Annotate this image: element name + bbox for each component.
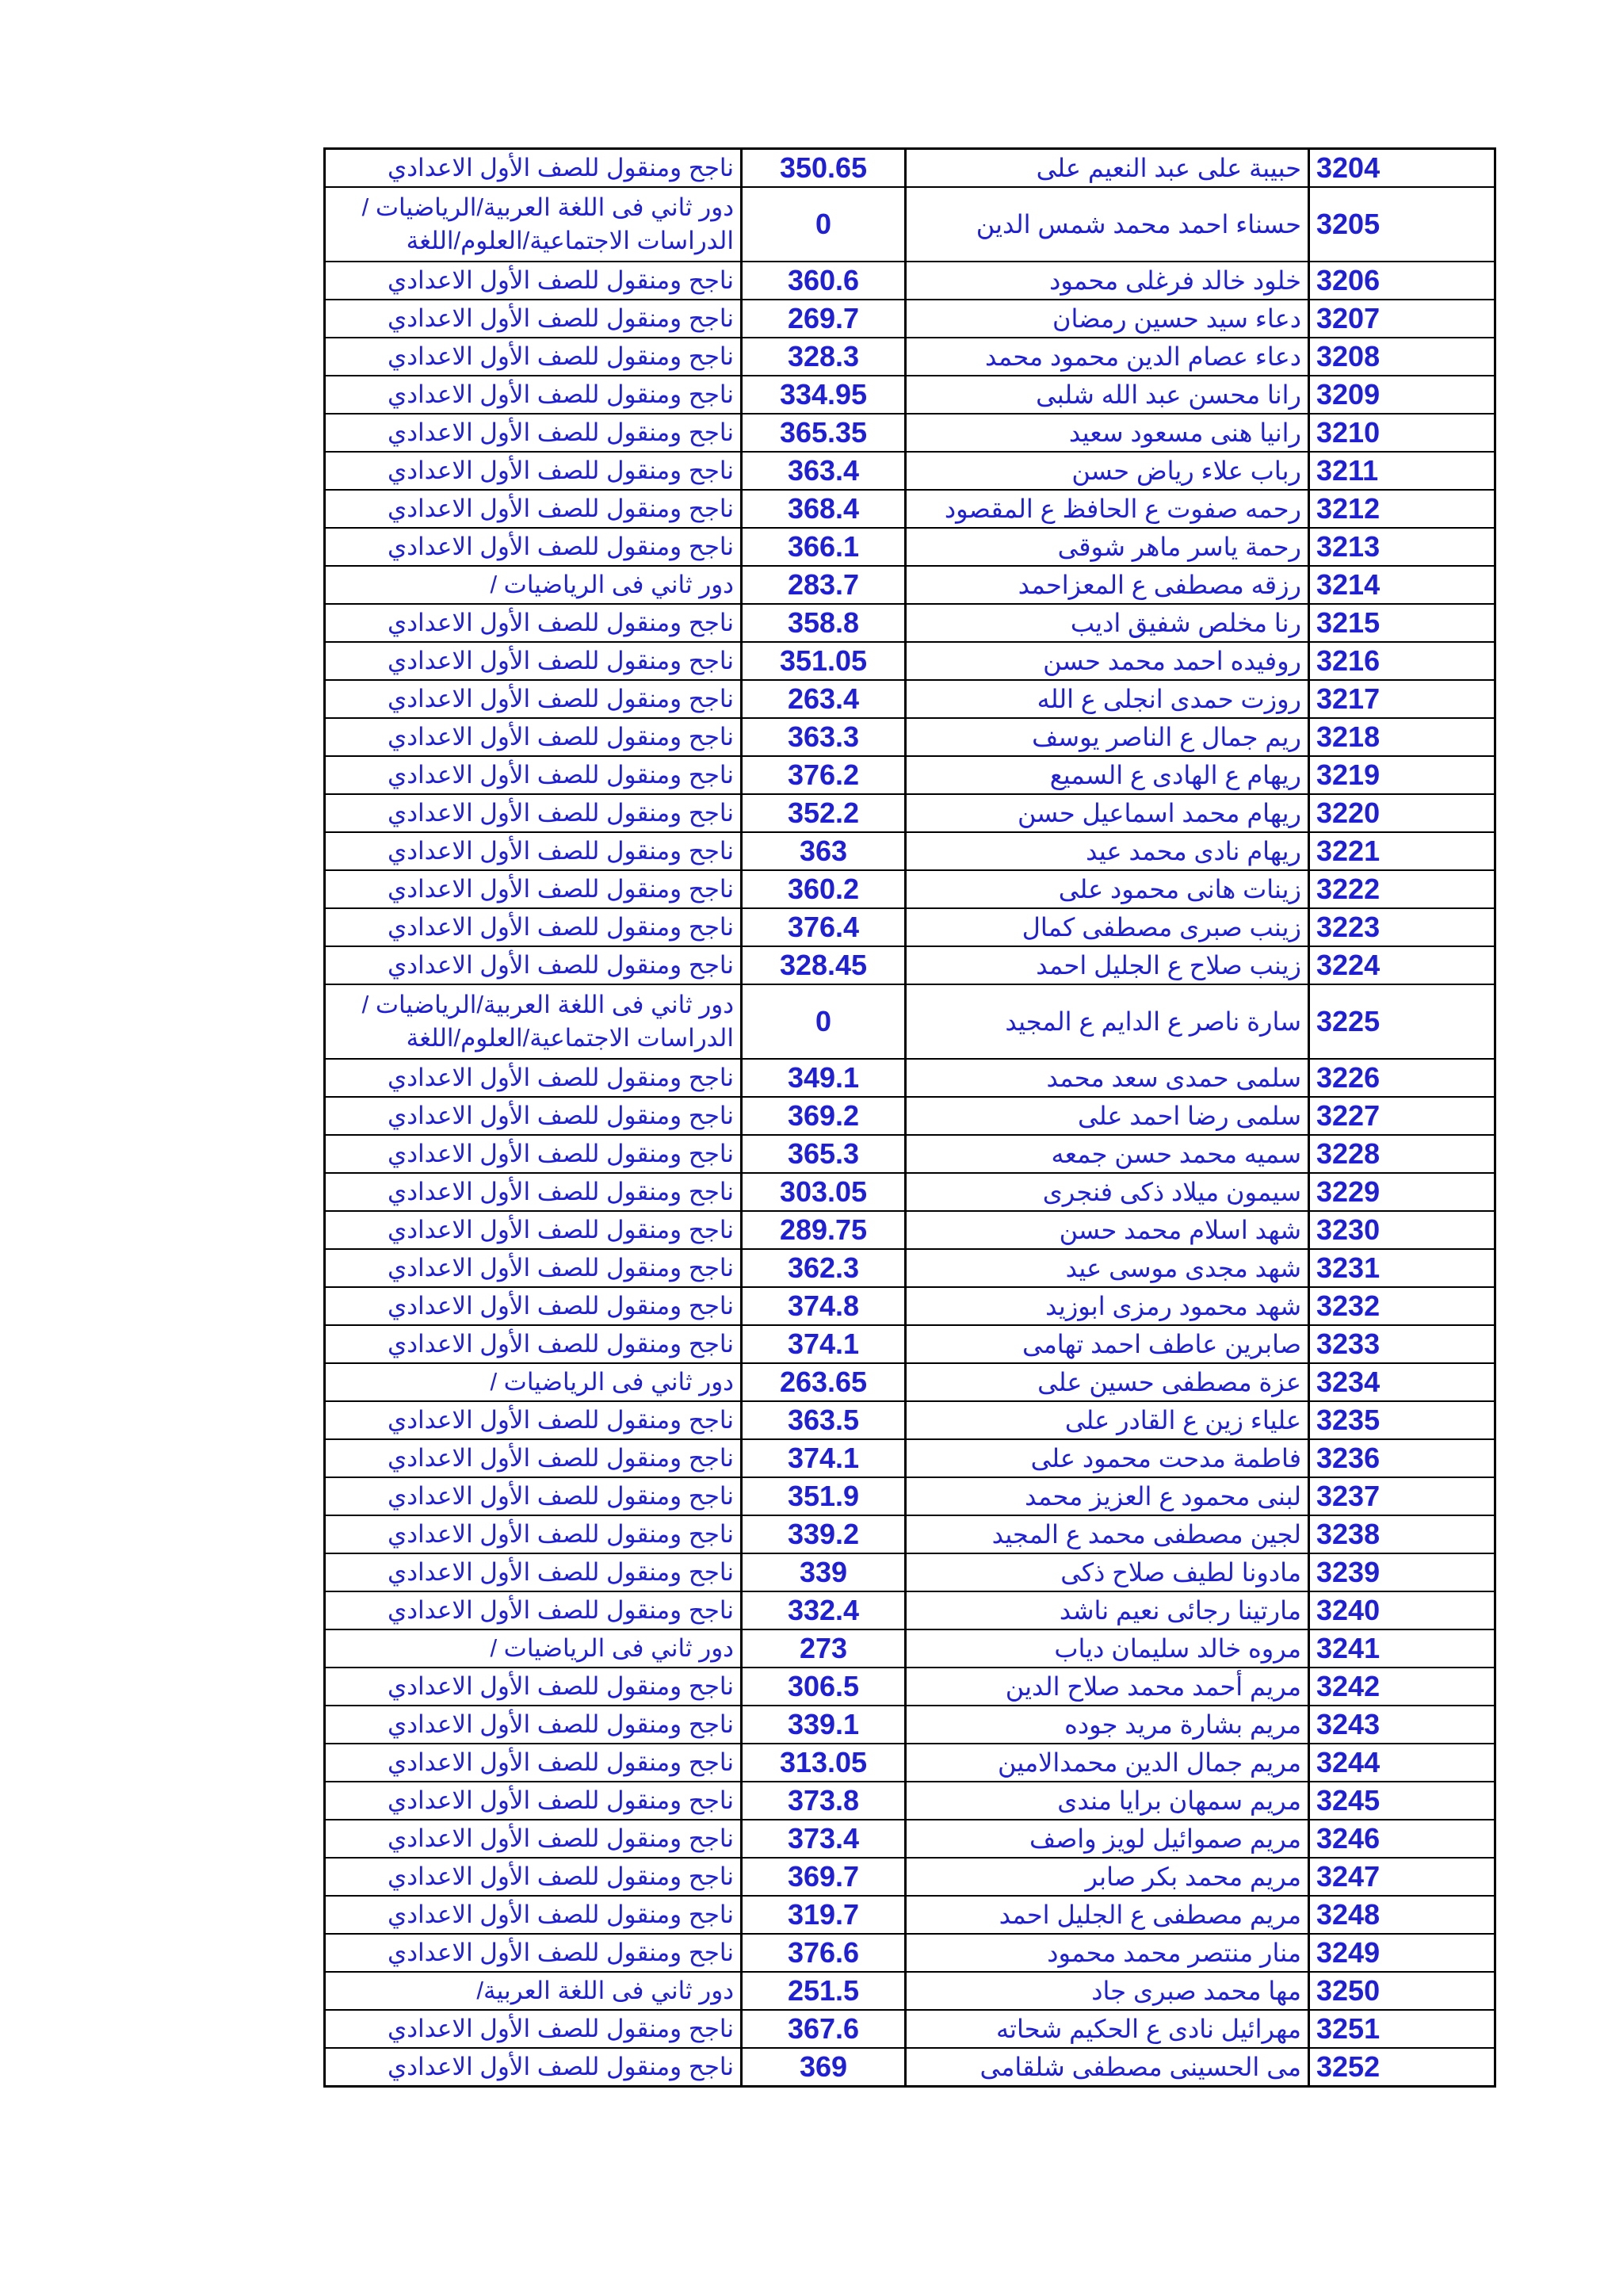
seat-number-cell: 3245	[1309, 1782, 1495, 1820]
table-row	[325, 338, 1495, 376]
table-row	[325, 1668, 1495, 1706]
total-score-cell: 374.8	[742, 1287, 906, 1325]
total-score-cell: 366.1	[742, 528, 906, 566]
result-status-cell: ناجح ومنقول للصف الأول الاعدادي	[325, 2010, 742, 2048]
total-score-cell: 367.6	[742, 2010, 906, 2048]
table-row	[325, 414, 1495, 452]
student-name-cell: ريم جمال ع الناصر يوسف	[906, 718, 1309, 756]
seat-number-cell: 3249	[1309, 1934, 1495, 1972]
result-status-cell: ناجح ومنقول للصف الأول الاعدادي	[325, 452, 742, 490]
result-status-cell: ناجح ومنقول للصف الأول الاعدادي	[325, 1591, 742, 1629]
result-status-cell: ناجح ومنقول للصف الأول الاعدادي	[325, 1515, 742, 1553]
total-score-cell: 251.5	[742, 1972, 906, 2010]
total-score-cell: 358.8	[742, 604, 906, 642]
seat-number-cell: 3241	[1309, 1629, 1495, 1668]
table-row	[325, 300, 1495, 338]
result-status-cell: ناجح ومنقول للصف الأول الاعدادي	[325, 1097, 742, 1135]
seat-number-cell: 3227	[1309, 1097, 1495, 1135]
result-status-cell: ناجح ومنقول للصف الأول الاعدادي	[325, 1401, 742, 1439]
result-status-cell: ناجح ومنقول للصف الأول الاعدادي	[325, 528, 742, 566]
total-score-cell: 263.4	[742, 680, 906, 718]
result-status-cell: ناجح ومنقول للصف الأول الاعدادي	[325, 604, 742, 642]
result-status-cell: ناجح ومنقول للصف الأول الاعدادي	[325, 908, 742, 946]
total-score-cell: 339.2	[742, 1515, 906, 1553]
result-status-cell: ناجح ومنقول للصف الأول الاعدادي	[325, 756, 742, 794]
table-row	[325, 1439, 1495, 1477]
result-status-cell: ناجح ومنقول للصف الأول الاعدادي	[325, 2048, 742, 2087]
student-name-cell: سلمى رضا احمد على	[906, 1097, 1309, 1135]
total-score-cell: 363.4	[742, 452, 906, 490]
seat-number-cell: 3208	[1309, 338, 1495, 376]
seat-number-cell: 3239	[1309, 1553, 1495, 1591]
student-name-cell: مريم مصطفى ع الجليل احمد	[906, 1896, 1309, 1934]
table-row	[325, 528, 1495, 566]
table-row	[325, 1858, 1495, 1896]
result-status-cell: ناجح ومنقول للصف الأول الاعدادي	[325, 1668, 742, 1706]
result-status-cell: ناجح ومنقول للصف الأول الاعدادي	[325, 1249, 742, 1287]
table-row	[325, 376, 1495, 414]
result-status-cell: ناجح ومنقول للصف الأول الاعدادي	[325, 1744, 742, 1782]
seat-number-cell: 3246	[1309, 1820, 1495, 1858]
table-row	[325, 1934, 1495, 1972]
seat-number-cell: 3217	[1309, 680, 1495, 718]
total-score-cell: 319.7	[742, 1896, 906, 1934]
total-score-cell: 369.7	[742, 1858, 906, 1896]
seat-number-cell: 3234	[1309, 1363, 1495, 1401]
seat-number-cell: 3242	[1309, 1668, 1495, 1706]
student-name-cell: لبنى محمود ع العزيز محمد	[906, 1477, 1309, 1515]
result-status-cell: ناجح ومنقول للصف الأول الاعدادي	[325, 1477, 742, 1515]
seat-number-cell: 3237	[1309, 1477, 1495, 1515]
total-score-cell: 339	[742, 1553, 906, 1591]
table-row	[325, 1135, 1495, 1173]
result-status-cell: ناجح ومنقول للصف الأول الاعدادي	[325, 1211, 742, 1249]
table-row	[325, 1744, 1495, 1782]
student-name-cell: رانا محسن عبد الله شلبى	[906, 376, 1309, 414]
seat-number-cell: 3221	[1309, 832, 1495, 870]
table-row	[325, 1896, 1495, 1934]
table-row	[325, 262, 1495, 300]
table-row	[325, 2048, 1495, 2087]
student-name-cell: حبيبة على عبد النعيم على	[906, 149, 1309, 188]
table-row	[325, 1515, 1495, 1553]
student-name-cell: عزة مصطفى حسين على	[906, 1363, 1309, 1401]
result-status-cell: ناجح ومنقول للصف الأول الاعدادي	[325, 490, 742, 528]
seat-number-cell: 3232	[1309, 1287, 1495, 1325]
total-score-cell: 373.8	[742, 1782, 906, 1820]
result-status-cell: دور ثاني فى الرياضيات /	[325, 1629, 742, 1668]
result-status-cell: ناجح ومنقول للصف الأول الاعدادي	[325, 1173, 742, 1211]
seat-number-cell: 3206	[1309, 262, 1495, 300]
student-name-cell: رنا مخلص شفيق اديب	[906, 604, 1309, 642]
result-status-cell: ناجح ومنقول للصف الأول الاعدادي	[325, 262, 742, 300]
table-row	[325, 1477, 1495, 1515]
student-name-cell: رباب علاء رياض حسن	[906, 452, 1309, 490]
result-status-cell: ناجح ومنقول للصف الأول الاعدادي	[325, 1059, 742, 1097]
student-name-cell: مريم بشارة مريد جوده	[906, 1706, 1309, 1744]
table-row	[325, 718, 1495, 756]
seat-number-cell: 3223	[1309, 908, 1495, 946]
seat-number-cell: 3236	[1309, 1439, 1495, 1477]
student-name-cell: سلمى حمدى سعد محمد	[906, 1059, 1309, 1097]
seat-number-cell: 3229	[1309, 1173, 1495, 1211]
result-status-cell: ناجح ومنقول للصف الأول الاعدادي	[325, 680, 742, 718]
seat-number-cell: 3224	[1309, 946, 1495, 984]
student-name-cell: مروه خالد سليمان دياب	[906, 1629, 1309, 1668]
total-score-cell: 376.4	[742, 908, 906, 946]
result-status-cell: ناجح ومنقول للصف الأول الاعدادي	[325, 1135, 742, 1173]
total-score-cell: 351.05	[742, 642, 906, 680]
results-table	[323, 147, 1496, 2088]
table-row	[325, 794, 1495, 832]
total-score-cell: 363	[742, 832, 906, 870]
seat-number-cell: 3243	[1309, 1706, 1495, 1744]
table-row	[325, 908, 1495, 946]
result-status-cell: ناجح ومنقول للصف الأول الاعدادي	[325, 1325, 742, 1363]
seat-number-cell: 3220	[1309, 794, 1495, 832]
table-row	[325, 1553, 1495, 1591]
total-score-cell: 365.3	[742, 1135, 906, 1173]
student-name-cell: صابرين عاطف احمد تهامى	[906, 1325, 1309, 1363]
result-status-cell: ناجح ومنقول للصف الأول الاعدادي	[325, 870, 742, 908]
table-row	[325, 452, 1495, 490]
student-name-cell: سيمون ميلاد ذكى فنجرى	[906, 1173, 1309, 1211]
student-name-cell: رحمة ياسر ماهر شوقى	[906, 528, 1309, 566]
result-status-cell: ناجح ومنقول للصف الأول الاعدادي	[325, 1858, 742, 1896]
student-name-cell: رحمه صفوت ع الحافظ ع المقصود	[906, 490, 1309, 528]
seat-number-cell: 3230	[1309, 1211, 1495, 1249]
total-score-cell: 351.9	[742, 1477, 906, 1515]
student-name-cell: مريم جمال الدين محمدالامين	[906, 1744, 1309, 1782]
total-score-cell: 273	[742, 1629, 906, 1668]
total-score-cell: 269.7	[742, 300, 906, 338]
table-row	[325, 1706, 1495, 1744]
table-row	[325, 1820, 1495, 1858]
table-row	[325, 1097, 1495, 1135]
result-status-cell: دور ثاني فى اللغة العربية/	[325, 1972, 742, 2010]
total-score-cell: 363.5	[742, 1401, 906, 1439]
student-name-cell: ريهام محمد اسماعيل حسن	[906, 794, 1309, 832]
seat-number-cell: 3210	[1309, 414, 1495, 452]
total-score-cell: 369.2	[742, 1097, 906, 1135]
result-status-cell: ناجح ومنقول للصف الأول الاعدادي	[325, 946, 742, 984]
seat-number-cell: 3218	[1309, 718, 1495, 756]
student-name-cell: دعاء عصام الدين محمود محمد	[906, 338, 1309, 376]
result-status-cell: ناجح ومنقول للصف الأول الاعدادي	[325, 1820, 742, 1858]
student-name-cell: مارتينا رجائى نعيم ناشد	[906, 1591, 1309, 1629]
total-score-cell: 365.35	[742, 414, 906, 452]
student-name-cell: روزت حمدى انجلى ع الله	[906, 680, 1309, 718]
table-row	[325, 946, 1495, 984]
student-name-cell: مها محمد صبرى جاد	[906, 1972, 1309, 2010]
result-status-cell: ناجح ومنقول للصف الأول الاعدادي	[325, 1782, 742, 1820]
student-name-cell: دعاء سيد حسين رمضان	[906, 300, 1309, 338]
total-score-cell: 362.3	[742, 1249, 906, 1287]
seat-number-cell: 3235	[1309, 1401, 1495, 1439]
result-status-cell: ناجح ومنقول للصف الأول الاعدادي	[325, 1934, 742, 1972]
seat-number-cell: 3211	[1309, 452, 1495, 490]
result-status-cell: ناجح ومنقول للصف الأول الاعدادي	[325, 1439, 742, 1477]
student-name-cell: روفيده احمد محمد حسن	[906, 642, 1309, 680]
result-status-cell: ناجح ومنقول للصف الأول الاعدادي	[325, 1706, 742, 1744]
table-row	[325, 1249, 1495, 1287]
table-row	[325, 756, 1495, 794]
table-row	[325, 2010, 1495, 2048]
total-score-cell: 360.6	[742, 262, 906, 300]
table-row	[325, 1401, 1495, 1439]
total-score-cell: 374.1	[742, 1439, 906, 1477]
results-table-body	[325, 149, 1495, 2087]
student-name-cell: مريم أحمد محمد صلاح الدين	[906, 1668, 1309, 1706]
table-row	[325, 1782, 1495, 1820]
result-status-cell: ناجح ومنقول للصف الأول الاعدادي	[325, 149, 742, 188]
total-score-cell: 328.45	[742, 946, 906, 984]
result-status-cell: دور ثاني فى اللغة العربية/الرياضيات / الدراسات الاجتماعية/العلوم/اللغة	[325, 984, 742, 1059]
student-name-cell: منار منتصر محمد محمود	[906, 1934, 1309, 1972]
seat-number-cell: 3247	[1309, 1858, 1495, 1896]
result-status-cell: ناجح ومنقول للصف الأول الاعدادي	[325, 300, 742, 338]
table-row	[325, 984, 1495, 1059]
student-name-cell: ريهام نادى محمد عيد	[906, 832, 1309, 870]
result-status-cell: ناجح ومنقول للصف الأول الاعدادي	[325, 718, 742, 756]
seat-number-cell: 3250	[1309, 1972, 1495, 2010]
total-score-cell: 306.5	[742, 1668, 906, 1706]
seat-number-cell: 3215	[1309, 604, 1495, 642]
student-name-cell: شهد اسلام محمد حسن	[906, 1211, 1309, 1249]
seat-number-cell: 3240	[1309, 1591, 1495, 1629]
table-row	[325, 1325, 1495, 1363]
seat-number-cell: 3252	[1309, 2048, 1495, 2087]
total-score-cell: 332.4	[742, 1591, 906, 1629]
table-row	[325, 1173, 1495, 1211]
table-row	[325, 870, 1495, 908]
student-name-cell: زينات هانى محمود على	[906, 870, 1309, 908]
table-row	[325, 832, 1495, 870]
result-status-cell: ناجح ومنقول للصف الأول الاعدادي	[325, 338, 742, 376]
seat-number-cell: 3248	[1309, 1896, 1495, 1934]
result-status-cell: دور ثاني فى اللغة العربية/الرياضيات / الدراسات الاجتماعية/العلوم/اللغة	[325, 187, 742, 262]
student-name-cell: رزقه مصطفى ع المعزاحمد	[906, 566, 1309, 604]
result-status-cell: دور ثاني فى الرياضيات /	[325, 566, 742, 604]
student-name-cell: شهد مجدى موسى عيد	[906, 1249, 1309, 1287]
result-status-cell: ناجح ومنقول للصف الأول الاعدادي	[325, 832, 742, 870]
student-name-cell: مهرائيل نادى ع الحكيم شحاته	[906, 2010, 1309, 2048]
result-status-cell: ناجح ومنقول للصف الأول الاعدادي	[325, 414, 742, 452]
student-name-cell: ريهام ع الهادى ع السميع	[906, 756, 1309, 794]
seat-number-cell: 3231	[1309, 1249, 1495, 1287]
result-status-cell: ناجح ومنقول للصف الأول الاعدادي	[325, 1287, 742, 1325]
seat-number-cell: 3251	[1309, 2010, 1495, 2048]
seat-number-cell: 3228	[1309, 1135, 1495, 1173]
total-score-cell: 349.1	[742, 1059, 906, 1097]
student-name-cell: مريم صموائيل لويز واصف	[906, 1820, 1309, 1858]
total-score-cell: 376.2	[742, 756, 906, 794]
result-status-cell: ناجح ومنقول للصف الأول الاعدادي	[325, 1896, 742, 1934]
seat-number-cell: 3233	[1309, 1325, 1495, 1363]
total-score-cell: 352.2	[742, 794, 906, 832]
student-name-cell: مى الحسينى مصطفى شلقامى	[906, 2048, 1309, 2087]
total-score-cell: 350.65	[742, 149, 906, 188]
seat-number-cell: 3219	[1309, 756, 1495, 794]
seat-number-cell: 3238	[1309, 1515, 1495, 1553]
table-row	[325, 604, 1495, 642]
seat-number-cell: 3225	[1309, 984, 1495, 1059]
result-status-cell: ناجح ومنقول للصف الأول الاعدادي	[325, 794, 742, 832]
table-row	[325, 149, 1495, 188]
total-score-cell: 376.6	[742, 1934, 906, 1972]
total-score-cell: 289.75	[742, 1211, 906, 1249]
table-row	[325, 1287, 1495, 1325]
student-name-cell: سميه محمد حسن جمعه	[906, 1135, 1309, 1173]
seat-number-cell: 3207	[1309, 300, 1495, 338]
result-status-cell: دور ثاني فى الرياضيات /	[325, 1363, 742, 1401]
total-score-cell: 283.7	[742, 566, 906, 604]
seat-number-cell: 3209	[1309, 376, 1495, 414]
total-score-cell: 334.95	[742, 376, 906, 414]
total-score-cell: 339.1	[742, 1706, 906, 1744]
table-row	[325, 642, 1495, 680]
table-row	[325, 1591, 1495, 1629]
total-score-cell: 374.1	[742, 1325, 906, 1363]
student-name-cell: زينب صلاح ع الجليل احمد	[906, 946, 1309, 984]
student-name-cell: مريم محمد بكر صابر	[906, 1858, 1309, 1896]
student-name-cell: لجين مصطفى محمد ع المجيد	[906, 1515, 1309, 1553]
table-row	[325, 680, 1495, 718]
result-status-cell: ناجح ومنقول للصف الأول الاعدادي	[325, 376, 742, 414]
result-status-cell: ناجح ومنقول للصف الأول الاعدادي	[325, 1553, 742, 1591]
total-score-cell: 363.3	[742, 718, 906, 756]
table-row	[325, 1629, 1495, 1668]
student-name-cell: مريم سمهان برايا مندى	[906, 1782, 1309, 1820]
seat-number-cell: 3214	[1309, 566, 1495, 604]
table-row	[325, 1363, 1495, 1401]
total-score-cell: 369	[742, 2048, 906, 2087]
table-row	[325, 1059, 1495, 1097]
student-name-cell: رانيا هنى مسعود سعيد	[906, 414, 1309, 452]
student-name-cell: حسناء احمد محمد شمس الدين	[906, 187, 1309, 262]
seat-number-cell: 3226	[1309, 1059, 1495, 1097]
table-row	[325, 1972, 1495, 2010]
student-name-cell: علياء زين ع القادر على	[906, 1401, 1309, 1439]
total-score-cell: 368.4	[742, 490, 906, 528]
seat-number-cell: 3244	[1309, 1744, 1495, 1782]
total-score-cell: 328.3	[742, 338, 906, 376]
seat-number-cell: 3222	[1309, 870, 1495, 908]
seat-number-cell: 3212	[1309, 490, 1495, 528]
student-name-cell: زينب صبرى مصطفى كمال	[906, 908, 1309, 946]
result-status-cell: ناجح ومنقول للصف الأول الاعدادي	[325, 642, 742, 680]
total-score-cell: 263.65	[742, 1363, 906, 1401]
total-score-cell: 360.2	[742, 870, 906, 908]
table-row	[325, 1211, 1495, 1249]
total-score-cell: 0	[742, 187, 906, 262]
total-score-cell: 0	[742, 984, 906, 1059]
table-row	[325, 566, 1495, 604]
student-name-cell: خلود خالد فرغلى محمود	[906, 262, 1309, 300]
table-row	[325, 490, 1495, 528]
total-score-cell: 373.4	[742, 1820, 906, 1858]
table-row	[325, 187, 1495, 262]
student-name-cell: سارة ناصر ع الدايم ع المجيد	[906, 984, 1309, 1059]
student-name-cell: فاطمة مدحت محمود على	[906, 1439, 1309, 1477]
student-name-cell: مادونا لطيف صلاح ذكى	[906, 1553, 1309, 1591]
seat-number-cell: 3205	[1309, 187, 1495, 262]
total-score-cell: 313.05	[742, 1744, 906, 1782]
student-name-cell: شهد محمود رمزى ابوزيد	[906, 1287, 1309, 1325]
seat-number-cell: 3213	[1309, 528, 1495, 566]
seat-number-cell: 3216	[1309, 642, 1495, 680]
total-score-cell: 303.05	[742, 1173, 906, 1211]
seat-number-cell: 3204	[1309, 149, 1495, 188]
